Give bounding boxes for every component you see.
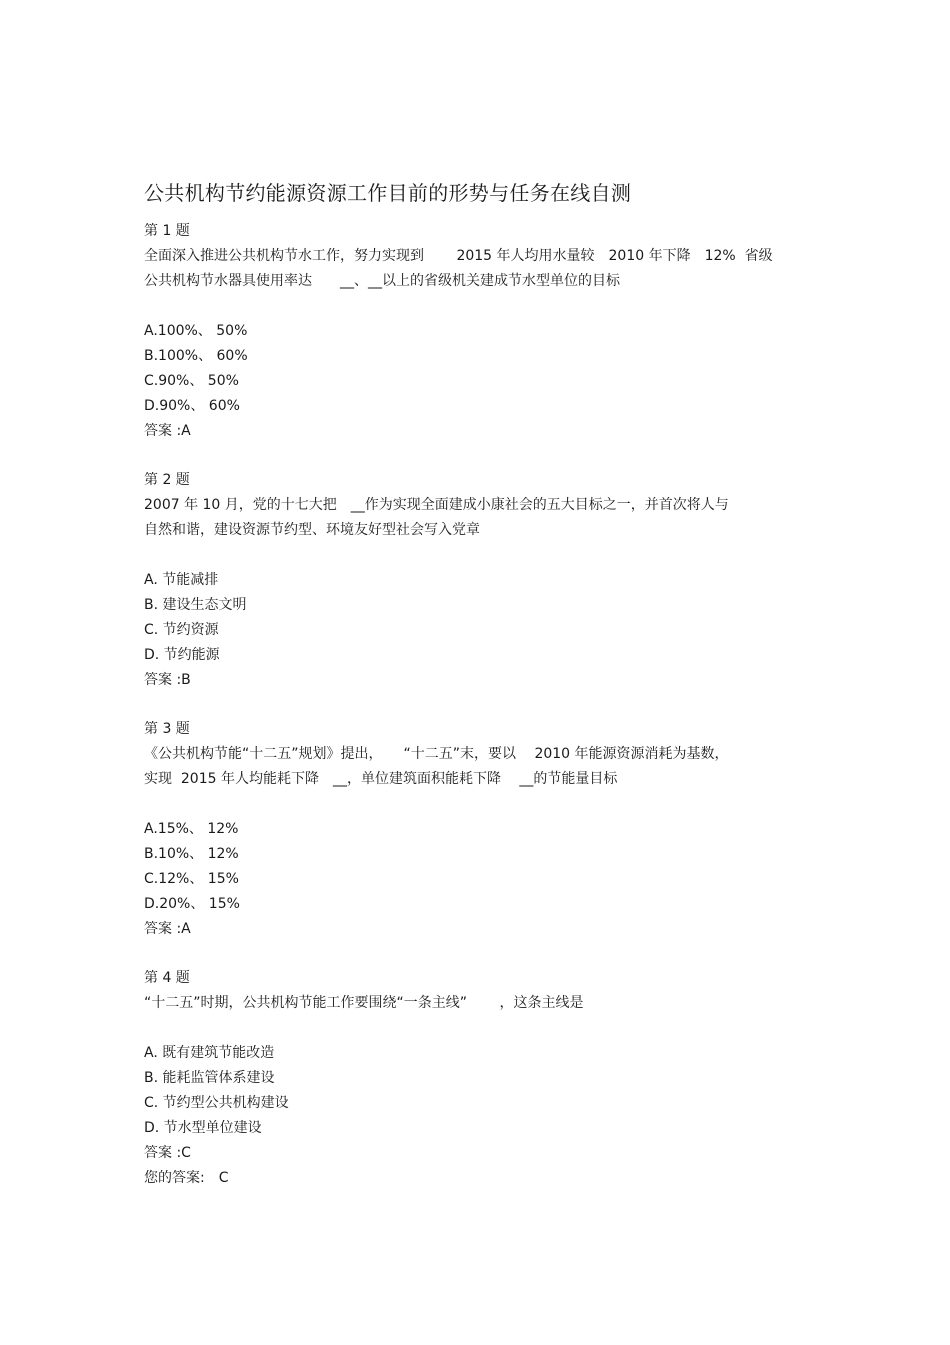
option-d: D. 节水型单位建设	[144, 1120, 262, 1136]
answer: 答案 :B	[144, 672, 191, 688]
option-b: B.100%、 60%	[144, 348, 248, 364]
question-4	[144, 966, 824, 1191]
question-number: 第 3 题	[144, 721, 190, 737]
your-answer: 您的答案: C	[144, 1170, 229, 1186]
option-d: D.90%、 60%	[144, 398, 240, 414]
option-a: A. 节能减排	[144, 572, 219, 588]
option-d: D.20%、 15%	[144, 896, 240, 912]
document-title: 公共机构节约能源资源工作目前的形势与任务在线自测	[144, 181, 632, 205]
spacer	[144, 1016, 824, 1041]
option-c: C. 节约资源	[144, 622, 219, 638]
option-a: A. 既有建筑节能改造	[144, 1045, 275, 1061]
document-page	[144, 178, 824, 1191]
question-stem-line: 自然和谐，建设资源节约型、环境友好型社会写入党章	[144, 522, 480, 538]
option-a: A.100%、 50%	[144, 323, 248, 339]
option-c: C.12%、 15%	[144, 871, 239, 887]
option-d: D. 节约能源	[144, 647, 220, 663]
option-b: B. 建设生态文明	[144, 597, 247, 613]
answer: 答案 :A	[144, 423, 191, 439]
question-number: 第 2 题	[144, 472, 190, 488]
question-stem-line: 实现 2015 年人均能耗下降 __，单位建筑面积能耗下降 __的节能量目标	[144, 771, 618, 787]
spacer	[144, 792, 824, 817]
question-stem-line: 全面深入推进公共机构节水工作，努力实现到 2015 年人均用水量较 2010 年下降 12% 省级	[144, 248, 773, 264]
question-2	[144, 468, 824, 693]
question-stem-line: 《公共机构节能“十二五”规划》提出， “十二五”末，要以 2010 年能源资源消耗为基数，	[144, 746, 729, 762]
option-b: B.10%、 12%	[144, 846, 239, 862]
option-c: C. 节约型公共机构建设	[144, 1095, 289, 1111]
question-stem-line: “十二五”时期，公共机构节能工作要围绕“一条主线” ，这条主线是	[144, 995, 584, 1011]
answer: 答案 :C	[144, 1145, 191, 1161]
option-a: A.15%、 12%	[144, 821, 239, 837]
question-number: 第 1 题	[144, 223, 190, 239]
question-1	[144, 219, 824, 444]
option-c: C.90%、 50%	[144, 373, 239, 389]
question-3	[144, 717, 824, 942]
option-b: B. 能耗监管体系建设	[144, 1070, 275, 1086]
spacer	[144, 294, 824, 319]
question-stem-line: 公共机构节水器具使用率达 __、__以上的省级机关建成节水型单位的目标	[144, 273, 620, 289]
question-number: 第 4 题	[144, 970, 190, 986]
answer: 答案 :A	[144, 921, 191, 937]
spacer	[144, 543, 824, 568]
question-stem-line: 2007 年 10 月，党的十七大把 __作为实现全面建成小康社会的五大目标之一，并首次将人与	[144, 497, 729, 513]
